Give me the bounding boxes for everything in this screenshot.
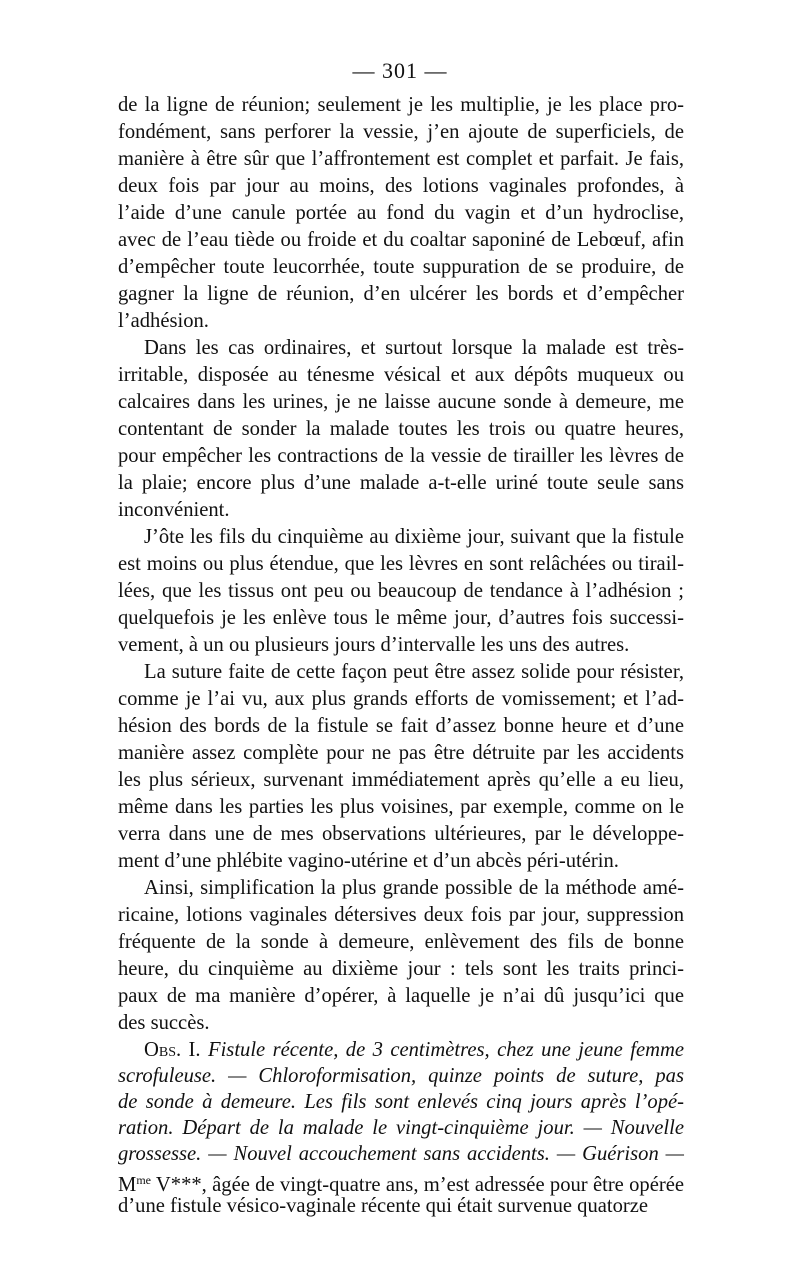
observation-title-line: Fistule récente, de 3 centimètres, chez une jeune femme — [208, 1039, 684, 1061]
patient-text: V***, âgée de vingt-quatre ans, m’est adressée pour être opérée — [150, 1174, 684, 1196]
paragraph — [118, 524, 684, 659]
observation-line — [118, 1037, 684, 1063]
text-line: de la ligne de réunion; seulement je les multiplie, je les place pro- — [118, 94, 684, 116]
mme-superscript: me — [136, 1173, 151, 1187]
text-line: Ainsi, simplification la plus grande possible de la méthode amé- — [144, 877, 684, 899]
text-line: ment d’une phlébite vagino-utérine et d’un abcès péri-utérin. — [118, 850, 619, 872]
text-line: d’empêcher toute leucorrhée, toute suppuration de se produire, de — [118, 256, 684, 278]
text-line: des succès. — [118, 1012, 210, 1034]
observation-title-line: grossesse. — Nouvel accouchement sans accidents. — Guérison — — [118, 1143, 684, 1165]
text-line: La suture faite de cette façon peut être assez solide pour résister, — [144, 661, 684, 683]
text-line: manière à être sûr que l’affrontement est complet et parfait. Je fais, — [118, 148, 684, 170]
text-line: heure, du cinquième au dixième jour : tels sont les traits princi- — [118, 958, 684, 980]
paragraphs — [118, 92, 684, 1037]
text-line: lées, que les tissus ont peu ou beaucoup de tendance à l’adhésion ; — [118, 580, 684, 602]
text-line: fréquente de la sonde à demeure, enlèvement des fils de bonne — [118, 931, 684, 953]
text-line: même dans les parties les plus voisines, par exemple, comme on le — [118, 796, 684, 818]
text-line: Dans les cas ordinaires, et surtout lorsque la malade est très- — [144, 337, 684, 359]
text-line: pour empêcher les contractions de la vessie de tirailler les lèvres de — [118, 445, 684, 467]
paragraph — [118, 335, 684, 524]
text-line: manière assez complète pour ne pas être détruite par les accidents — [118, 742, 684, 764]
observation-heading — [118, 1037, 684, 1219]
text-line: la plaie; encore plus d’une malade a-t-elle uriné toute seule sans — [118, 472, 684, 494]
text-line: comme je l’ai vu, aux plus grands efforts de vomissement; et l’ad- — [118, 688, 684, 710]
text-line: J’ôte les fils du cinquième au dixième jour, suivant que la fistule — [144, 526, 684, 548]
observation-patient-line — [118, 1167, 684, 1196]
text-line: quelquefois je les enlève tous le même jour, d’autres fois successi- — [118, 607, 684, 629]
page-body — [118, 92, 684, 1219]
paragraph — [118, 92, 684, 335]
observation-title-line: de sonde à demeure. Les fils sont enlevés cinq jours après l’opé- — [118, 1091, 684, 1113]
text-line: l’aide d’une canule portée au fond du vagin et d’un hydroclise, — [118, 202, 684, 224]
observation-label: Obs. I. — [144, 1039, 201, 1061]
text-line: paux de ma manière d’opérer, à laquelle je n’ai dû jusqu’ici que — [118, 985, 684, 1007]
text-line: les plus sérieux, survenant immédiatement après qu’elle a eu lieu, — [118, 769, 684, 791]
text-line: avec de l’eau tiède ou froide et du coaltar saponiné de Lebœuf, afin — [118, 229, 684, 251]
text-line: l’adhésion. — [118, 310, 209, 332]
text-line: gagner la ligne de réunion, d’en ulcérer les bords et d’empêcher — [118, 283, 684, 305]
text-line: vement, à un ou plusieurs jours d’intervalle les uns des autres. — [118, 634, 630, 656]
page-number: — 301 — — [352, 58, 448, 83]
observation-last-line: d’une fistule vésico-vaginale récente qui était survenue quatorze — [118, 1195, 649, 1217]
observation-title-line: scrofuleuse. — Chloroformisation, quinze points de suture, pas — [118, 1065, 684, 1087]
text-line: inconvénient. — [118, 499, 230, 521]
text-line: calcaires dans les urines, je ne laisse aucune sonde à demeure, me — [118, 391, 684, 413]
text-line: contentant de sonder la malade toutes les trois ou quatre heures, — [118, 418, 684, 440]
paragraph — [118, 659, 684, 875]
text-line: verra dans une de mes observations ultérieures, par le développe- — [118, 823, 684, 845]
paragraph — [118, 875, 684, 1037]
mme-abbrev: M — [118, 1174, 137, 1196]
text-line: ricaine, lotions vaginales détersives deux fois par jour, suppression — [118, 904, 684, 926]
observation-title-line: ration. Départ de la malade le vingt-cinquième jour. — Nouvelle — [118, 1117, 684, 1139]
text-line: irritable, disposée au ténesme vésical et aux dépôts muqueux ou — [118, 364, 684, 386]
text-line: hésion des bords de la fistule se fait d’assez bonne heure et d’une — [118, 715, 684, 737]
text-line: est moins ou plus étendue, que les lèvres en sont relâchées ou tirail- — [118, 553, 684, 575]
text-line: deux fois par jour au moins, des lotions vaginales profondes, à — [118, 175, 684, 197]
text-line: fondément, sans perforer la vessie, j’en ajoute de superficiels, de — [118, 121, 684, 143]
